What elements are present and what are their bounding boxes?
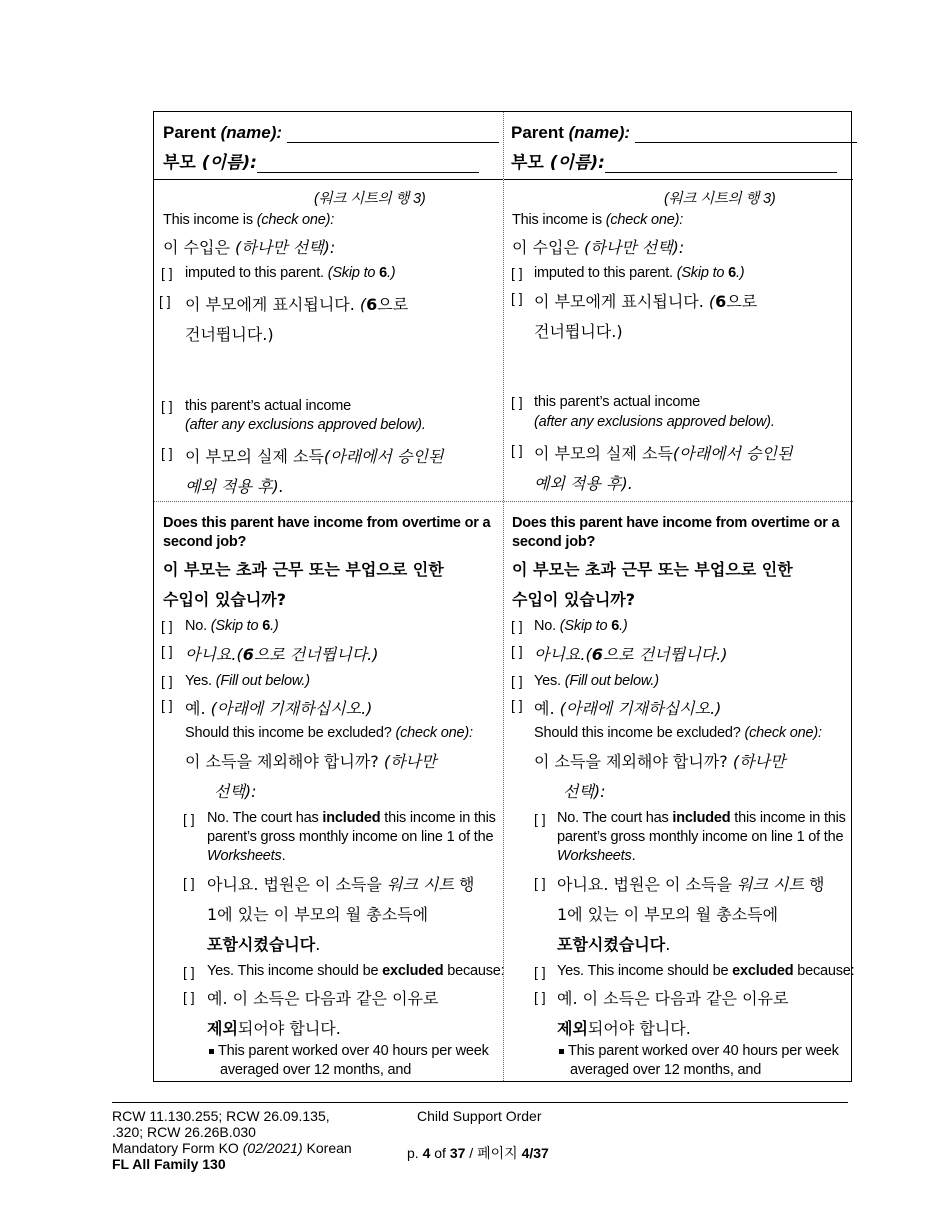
no-checkbox[interactable]: [ ] [511, 618, 523, 634]
imputed-checkbox[interactable]: [ ] [511, 265, 523, 281]
actual-checkbox[interactable]: [ ] [161, 398, 173, 414]
included-ko-1: 아니요. 법원은 이 소득을 [207, 875, 387, 894]
overtime-question: Does this parent have income from overtime or a second job? [512, 515, 840, 550]
excluded-bold: excluded [382, 963, 444, 979]
skip-ko-line2 [185, 322, 274, 345]
parent-label: Parent [163, 123, 221, 142]
bullet-icon [209, 1049, 214, 1054]
included-text-2: this income in this parent’s gross monthly income on line 1 of the [207, 810, 496, 845]
parent-label: Parent [511, 123, 569, 142]
no-checkbox-ko[interactable]: [ ] [161, 643, 173, 659]
skip-ko-line2-text: 건너뜁니다.) [185, 325, 274, 344]
exclude-question: Should this income be excluded? [185, 725, 396, 741]
included-checkbox-ko[interactable]: [ ] [183, 875, 195, 891]
exclude-check-one: (check one): [395, 725, 473, 741]
yes-checkbox[interactable]: [ ] [511, 673, 523, 689]
check-one-ko: (하나만 선택): [584, 238, 685, 257]
parent-column-1 [154, 112, 503, 1081]
included-text-2: this income in this parent’s gross monthly income on line 1 of the [557, 810, 846, 845]
parent-label-ko: 부모 [163, 153, 202, 173]
included-ko-end: 행 [453, 875, 475, 894]
excluded-checkbox[interactable]: [ ] [534, 964, 546, 980]
excluded-ko-2-bold: 제외 [557, 1019, 588, 1038]
actual-label-ko-2: 예외 적용 후). [534, 474, 633, 493]
excluded-text-2: because: [443, 963, 505, 979]
name-label: (name): [220, 123, 283, 142]
parent-name-header [504, 112, 853, 180]
form-id: FL All Family 130 [112, 1156, 226, 1172]
income-is-ko: 이 수입은 [163, 238, 235, 257]
income-is: This income is [163, 212, 257, 228]
actual-label: this parent’s actual income [534, 394, 701, 410]
name-label: (name): [568, 123, 631, 142]
excluded-checkbox[interactable]: [ ] [183, 964, 195, 980]
included-text [207, 809, 499, 866]
actual-label-ko-i: (아래에서 승인된 [323, 447, 444, 466]
actual-label-ko: 이 부모의 실제 소득 [534, 444, 673, 463]
overtime-question-ko-2: 수입이 있습니까? [512, 590, 636, 609]
no-target-ko: 6 [591, 645, 603, 664]
name-label-ko: (이름): [201, 153, 257, 173]
exclude-check-ko-1: (하나만 [383, 752, 437, 771]
included-end: . [631, 848, 636, 864]
included-ko-3-end: . [665, 935, 671, 954]
page-ko: / 페이지 [465, 1145, 522, 1161]
worksheet-ref: (워크 시트의 행 3) [314, 191, 426, 207]
yes-checkbox[interactable]: [ ] [161, 673, 173, 689]
overtime-section [504, 501, 853, 1081]
no-skip: (Skip to [210, 618, 263, 634]
excluded-text-2: because: [793, 963, 855, 979]
no-checkbox[interactable]: [ ] [161, 618, 173, 634]
parent-column-2 [503, 112, 853, 1081]
included-ko-1: 아니요. 법원은 이 소득을 [557, 875, 737, 894]
included-text-1: No. The court has [557, 810, 673, 826]
actual-label-2: (after any exclusions approved below). [185, 417, 426, 433]
included-ko-2: 1에 있는 이 부모의 월 총소득에 [557, 905, 779, 924]
no-label-ko: 아니요.( [185, 645, 243, 664]
mandatory-date: (02/2021) [242, 1140, 303, 1156]
included-checkbox[interactable]: [ ] [534, 811, 546, 827]
actual-label-ko: 이 부모의 실제 소득 [185, 447, 324, 466]
included-end: . [281, 848, 286, 864]
skip-ko-open: ( [708, 292, 716, 311]
no-checkbox-ko[interactable]: [ ] [511, 643, 523, 659]
rcw-line-2: .320; RCW 26.26B.030 [112, 1124, 256, 1140]
mandatory-form [112, 1140, 352, 1156]
overtime-section [154, 501, 503, 1081]
check-one: (check one): [605, 212, 684, 228]
no-label: No. [185, 618, 211, 634]
footer-left [112, 1108, 352, 1172]
included-ko-end: 행 [803, 875, 825, 894]
overtime-question-ko-1: 이 부모는 초과 근무 또는 부업으로 인한 [512, 560, 793, 579]
actual-label-ko-i: (아래에서 승인된 [672, 444, 793, 463]
included-bold: included [322, 810, 381, 826]
included-text [557, 809, 849, 866]
skip-ko-end: 으로 [377, 295, 409, 314]
mandatory-label: Mandatory Form KO [112, 1140, 243, 1156]
exclude-question-ko: 이 소득을 제외해야 합니까? [534, 752, 733, 771]
page-p: p. [407, 1145, 423, 1161]
page-current: 4 [422, 1145, 431, 1161]
no-skip-target: 6 [262, 618, 271, 634]
no-skip-end: .) [270, 618, 279, 634]
imputed-checkbox[interactable]: [ ] [161, 265, 173, 281]
page-of: of [430, 1145, 450, 1161]
parent-name-field[interactable] [635, 124, 857, 143]
exclude-check-ko-1: (하나만 [732, 752, 786, 771]
overtime-question-ko-1: 이 부모는 초과 근무 또는 부업으로 인한 [163, 560, 444, 579]
excluded-text-1: Yes. This income should be [557, 963, 733, 979]
actual-label-ko-2: 예외 적용 후). [185, 477, 284, 496]
parents-table [153, 111, 855, 1082]
actual-label-2: (after any exclusions approved below). [534, 414, 775, 430]
income-is-ko: 이 수입은 [512, 238, 584, 257]
skip-ko-open: ( [359, 295, 367, 314]
no-skip: (Skip to [559, 618, 612, 634]
included-ko-2: 1에 있는 이 부모의 월 총소득에 [207, 905, 429, 924]
yes-label: Yes. [534, 673, 565, 689]
imputed-label-ko: 이 부모에게 표시됩니다. [534, 292, 709, 311]
imputed-label: imputed to this parent. [534, 265, 677, 281]
skip-target-ko: 6 [366, 295, 378, 314]
included-checkbox[interactable]: [ ] [183, 811, 195, 827]
form-title: Child Support Order [417, 1108, 542, 1124]
excluded-ko-1: 예. 이 소득은 다음과 같은 이유로 [557, 989, 789, 1008]
included-ko-3-end: . [315, 935, 321, 954]
included-ko-3: 포함시켰습니다 [207, 935, 316, 954]
actual-checkbox-ko[interactable]: [ ] [161, 445, 173, 461]
no-skip-end: .) [619, 618, 628, 634]
excluded-checkbox-ko[interactable]: [ ] [183, 989, 195, 1005]
excluded-ko-2: 되어야 합니다. [587, 1019, 691, 1038]
income-type-section [154, 179, 503, 502]
yes-label: Yes. [185, 673, 216, 689]
skip-ko-line2 [534, 319, 623, 342]
parent-name-header [154, 112, 503, 180]
page-number [407, 1145, 549, 1161]
bullet-40-hours-text: This parent worked over 40 hours per week averaged over 12 months, and [218, 1043, 489, 1078]
parent-name-field-ko[interactable] [605, 154, 837, 173]
yes-fill-ko: (아래에 기재하십시오.) [559, 699, 722, 718]
actual-checkbox-ko[interactable]: [ ] [511, 442, 523, 458]
overtime-question: Does this parent have income from overtime or a second job? [163, 515, 491, 550]
parent-name-field-ko[interactable] [257, 154, 479, 173]
check-one-ko: (하나만 선택): [235, 238, 336, 257]
no-end-ko: 으로 건너뜁니다.) [253, 645, 379, 664]
imputed-label-ko: 이 부모에게 표시됩니다. [185, 295, 360, 314]
exclude-check-ko-2: 선택): [214, 782, 257, 801]
excluded-bold: excluded [732, 963, 794, 979]
included-text-1: No. The court has [207, 810, 323, 826]
income-is: This income is [512, 212, 606, 228]
no-end-ko: 으로 건너뜁니다.) [602, 645, 728, 664]
footer-divider [112, 1102, 848, 1103]
included-checkbox-ko[interactable]: [ ] [534, 875, 546, 891]
no-label-ko: 아니요.( [534, 645, 592, 664]
skip-target: 6 [379, 265, 387, 281]
imputed-checkbox-ko[interactable]: [ ] [159, 293, 171, 309]
page-total: 37 [449, 1145, 466, 1161]
exclude-check-one: (check one): [744, 725, 822, 741]
skip-ko-end: 으로 [726, 292, 758, 311]
skip-end: .) [735, 265, 745, 281]
worksheets-label: Worksheets [557, 848, 632, 864]
bullet-icon [559, 1049, 564, 1054]
bullet-40-hours-text: This parent worked over 40 hours per week averaged over 12 months, and [568, 1043, 839, 1078]
skip-label: (Skip to [676, 265, 729, 281]
bullet-40-hours [209, 1042, 510, 1080]
bullet-40-hours [559, 1042, 860, 1080]
yes-fill-ko: (아래에 기재하십시오.) [210, 699, 373, 718]
included-ko-ws: 워크 시트 [387, 875, 454, 894]
skip-target: 6 [728, 265, 736, 281]
overtime-question-ko-2: 수입이 있습니까? [163, 590, 287, 609]
imputed-checkbox-ko[interactable]: [ ] [511, 290, 523, 306]
yes-fill: (Fill out below.) [564, 673, 659, 689]
actual-label: this parent’s actual income [185, 398, 352, 414]
excluded-ko-2-bold: 제외 [207, 1019, 238, 1038]
skip-end: .) [386, 265, 396, 281]
parent-name-field[interactable] [287, 124, 499, 143]
no-skip-target: 6 [611, 618, 620, 634]
yes-checkbox-ko[interactable]: [ ] [511, 697, 523, 713]
yes-label-ko: 예. [534, 699, 560, 718]
included-ko-ws: 워크 시트 [737, 875, 804, 894]
included-bold: included [672, 810, 731, 826]
page-ko-value: 4/37 [521, 1145, 549, 1161]
check-one: (check one): [256, 212, 335, 228]
mandatory-lang: Korean [302, 1140, 352, 1156]
no-target-ko: 6 [242, 645, 254, 664]
skip-label: (Skip to [327, 265, 380, 281]
worksheet-ref: (워크 시트의 행 3) [664, 191, 776, 207]
name-label-ko: (이름): [549, 153, 605, 173]
yes-fill: (Fill out below.) [215, 673, 310, 689]
worksheets-label: Worksheets [207, 848, 282, 864]
excluded-ko-1: 예. 이 소득은 다음과 같은 이유로 [207, 989, 439, 1008]
income-type-section [504, 179, 853, 502]
included-ko-3: 포함시켰습니다 [557, 935, 666, 954]
exclude-question: Should this income be excluded? [534, 725, 745, 741]
skip-ko-line2-text: 건너뜁니다.) [534, 322, 623, 341]
excluded-text-1: Yes. This income should be [207, 963, 383, 979]
rcw-line-1: RCW 11.130.255; RCW 26.09.135, [112, 1108, 330, 1124]
excluded-checkbox-ko[interactable]: [ ] [534, 989, 546, 1005]
skip-target-ko: 6 [715, 292, 727, 311]
exclude-check-ko-2: 선택): [563, 782, 606, 801]
exclude-question-ko: 이 소득을 제외해야 합니까? [185, 752, 384, 771]
yes-label-ko: 예. [185, 699, 211, 718]
excluded-ko-2: 되어야 합니다. [237, 1019, 341, 1038]
no-label: No. [534, 618, 560, 634]
imputed-label: imputed to this parent. [185, 265, 328, 281]
parent-label-ko: 부모 [511, 153, 550, 173]
yes-checkbox-ko[interactable]: [ ] [161, 697, 173, 713]
actual-checkbox[interactable]: [ ] [511, 394, 523, 410]
